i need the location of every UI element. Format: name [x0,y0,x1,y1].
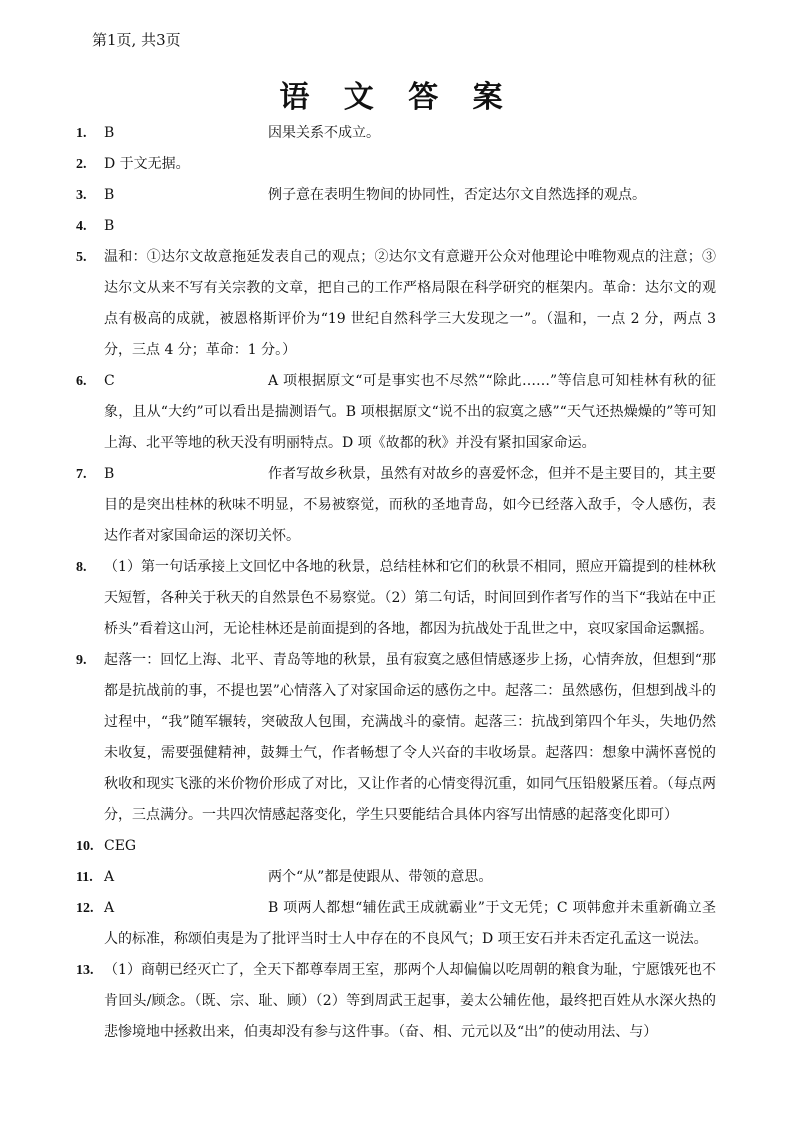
answer-explanation: 作者写故乡秋景，虽然有对故乡的喜爱怀念，但并不是主要目的，其主要目的是突出桂林的秋味不明显，不易被察觉，而秋的圣地青岛，如今已经落入敌手，令人感伤，表达作者对家国命运的深切关怀。 [104,466,716,544]
answer-item [76,366,716,459]
answer-item [76,552,716,645]
answer-explanation: B [104,218,115,234]
answer-choice: A [104,869,115,885]
answer-explanation: （1）商朝已经灭亡了，全天下都尊奉周王室，那两个人却偏偏以吃周朝的粮食为耻，宁愿饿死也不肯回头/顾念。（既、宗、耻、顾）（2）等到周武王起事，姜太公辅佐他，最终把百姓从水深火热的悲惨境地中拯救出来，伯夷却没有参与这件事。（奋、相、元元以及“出”的使动用法、与） [104,962,716,1040]
answer-body [104,118,716,149]
answer-item [76,645,716,831]
answer-number: 11. [76,870,93,885]
answer-body [104,893,716,955]
answer-explanation: B 项两人都想“辅佐武王成就霸业”于文无凭；C 项韩愈并未重新确立圣人的标准，称颂伯夷是为了批评当时士人中存在的不良风气；D 项王安石并未否定孔孟这一说法。 [104,900,716,947]
answer-item [76,180,716,211]
answer-number: 7. [76,467,87,482]
answer-list [76,118,716,1048]
answer-item [76,118,716,149]
answer-body [104,459,716,552]
answer-choice: A [104,900,115,916]
answer-item [76,242,716,366]
answer-explanation: CEG [104,838,137,854]
answer-body [104,242,716,366]
answer-number: 13. [76,963,94,978]
answer-body [104,366,716,459]
answer-number: 12. [76,901,94,916]
answer-body [104,180,716,211]
answer-item [76,831,716,862]
answer-choice: C [104,373,115,389]
answer-item [76,459,716,552]
answer-explanation: 温和：①达尔文故意拖延发表自己的观点；②达尔文有意避开公众对他理论中唯物观点的注意；③达尔文从来不写有关宗教的文章，把自己的工作严格局限在科学研究的框架内。革命：达尔文的观点有极高的成就，被恩格斯评价为“19 世纪自然科学三大发现之一”。（温和，一点 2 分，两点 3 分，三点 4 分；革命：1 分。） [104,249,716,358]
answer-number: 3. [76,188,87,203]
answer-explanation: A 项根据原文“可是事实也不尽然”“除此……”等信息可知桂林有秋的征象，且从“大约”可以看出是揣测语气。B 项根据原文“说不出的寂寞之感”“天气还热燥燥的”等可知上海、北平等地的秋天没有明丽特点。D 项《故都的秋》并没有紧扣国家命运。 [104,373,716,451]
answer-number: 10. [76,839,94,854]
answer-explanation: 两个“从”都是使跟从、带领的意思。 [268,869,493,885]
answer-number: 5. [76,250,87,265]
answer-number: 8. [76,560,87,575]
answer-number: 4. [76,219,87,234]
answer-item [76,862,716,893]
answer-number: 1. [76,126,87,141]
answer-explanation: 起落一：回忆上海、北平、青岛等地的秋景，虽有寂寞之感但情感逐步上扬，心情奔放，但想到“那都是抗战前的事，不提也罢”心情落入了对家国命运的感伤之中。起落二：虽然感伤，但想到战斗的过程中，“我”随军辗转，突破敌人包围，充满战斗的豪情。起落三：抗战到第四个年头，失地仍然未收复，需要强健精神，鼓舞士气，作者畅想了令人兴奋的丰收场景。起落四：想象中满怀喜悦的秋收和现实飞涨的米价物价形成了对比，又让作者的心情变得沉重，如同气压铅般紧压着。（每点两分，三点满分。一共四次情感起落变化，学生只要能结合具体内容写出情感的起落变化即可） [104,652,716,823]
answer-choice: B [104,187,115,203]
answer-item [76,893,716,955]
answer-number: 6. [76,374,87,389]
answer-item [76,149,716,180]
page-title: 语 文 答 案 [279,80,515,115]
answer-number: 2. [76,157,87,172]
page-indicator: 第1页, 共3页 [92,31,181,49]
answer-number: 9. [76,653,87,668]
answer-explanation: 例子意在表明生物间的协同性，否定达尔文自然选择的观点。 [268,187,646,203]
answer-body [104,211,716,242]
answer-explanation: D 于文无据。 [104,156,190,172]
answer-body [104,645,716,831]
answer-body [104,955,716,1048]
answer-item [76,211,716,242]
answer-choice: B [104,125,115,141]
answer-choice: B [104,466,115,482]
answer-body [104,831,716,862]
answer-explanation: （1）第一句话承接上文回忆中各地的秋景，总结桂林和它们的秋景不相同，照应开篇提到的桂林秋天短暂，各种关于秋天的自然景色不易察觉。（2）第二句话，时间回到作者写作的当下“我站在中正桥头”看着这山河，无论桂林还是前面提到的各地，都因为抗战处于乱世之中，哀叹家国命运飘摇。 [104,559,716,637]
answer-item [76,955,716,1048]
answer-body [104,862,716,893]
answer-body [104,149,716,180]
answer-explanation: 因果关系不成立。 [268,125,380,141]
answer-body [104,552,716,645]
